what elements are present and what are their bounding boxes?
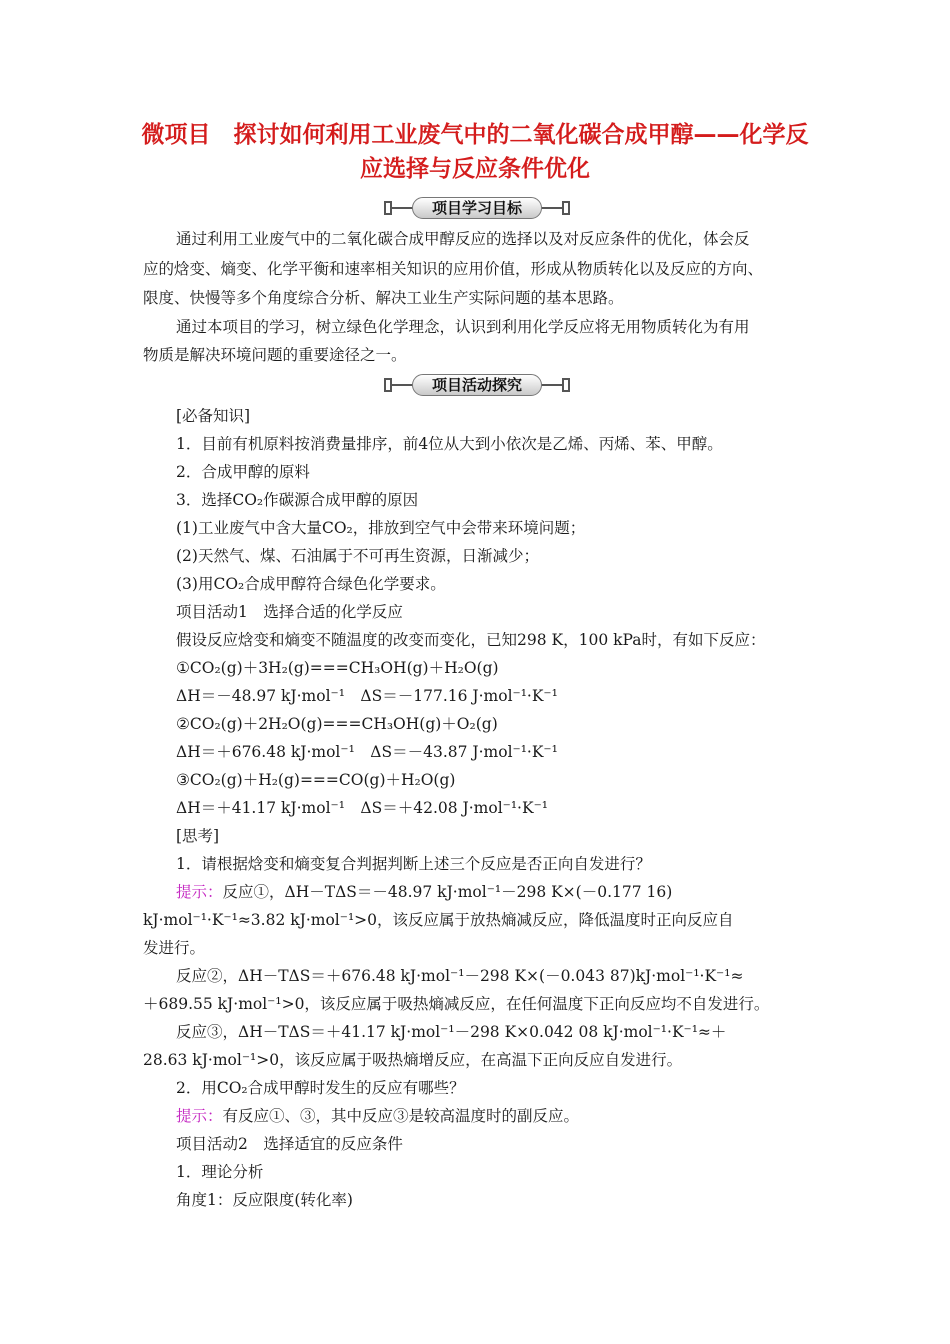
hint-answer-text: 反应①，ΔH－TΔS＝－48.97 kJ·mol⁻¹－298 K×(－0.177 16) bbox=[222, 883, 673, 901]
think-header: [思考] bbox=[176, 827, 220, 845]
hint-answer-2-line: 反应②，ΔH－TΔS＝＋676.48 kJ·mol⁻¹－298 K×(－0.043 87)kJ·mol⁻¹·K⁻¹≈ bbox=[176, 967, 744, 985]
activity-2-angle: 角度1：反应限度(转化率) bbox=[176, 1191, 353, 1209]
reaction-3-data: ΔH＝＋41.17 kJ·mol⁻¹ ΔS＝＋42.08 J·mol⁻¹·K⁻¹ bbox=[176, 799, 548, 817]
activity-1-intro: 假设反应焓变和熵变不随温度的改变而变化，已知298 K，100 kPa时，有如下反应： bbox=[176, 631, 766, 649]
hint-answer-3-line: 反应③，ΔH－TΔS＝＋41.17 kJ·mol⁻¹－298 K×0.042 08 kJ·mol⁻¹·K⁻¹≈＋ bbox=[176, 1023, 727, 1041]
hint-answer-1-line: 发进行。 bbox=[143, 939, 206, 957]
activity-2-title: 项目活动2 选择适宜的反应条件 bbox=[176, 1135, 403, 1153]
document-title-line-1: 微项目 探讨如何利用工业废气中的二氧化碳合成甲醇——化学反 bbox=[141, 122, 809, 148]
knowledge-reason: (1)工业废气中含大量CO₂，排放到空气中会带来环境问题； bbox=[176, 519, 586, 537]
reaction-3-equation: ③CO₂(g)＋H₂(g)===CO(g)＋H₂O(g) bbox=[176, 771, 456, 789]
hint-answer-q2-line bbox=[176, 1106, 856, 1126]
section-banner-activities bbox=[384, 374, 570, 396]
think-question-1: 1．请根据焓变和熵变复合判据判断上述三个反应是否正向自发进行？ bbox=[176, 855, 651, 873]
goals-paragraph-line: 物质是解决环境问题的重要途径之一。 bbox=[143, 346, 407, 364]
knowledge-item: 2．合成甲醇的原料 bbox=[176, 463, 310, 481]
hint-label: 提示： bbox=[176, 1107, 223, 1125]
section-banner-activities-label: 项目活动探究 bbox=[412, 374, 542, 396]
reaction-1-data: ΔH＝－48.97 kJ·mol⁻¹ ΔS＝－177.16 J·mol⁻¹·K⁻¹ bbox=[176, 687, 558, 705]
document-title-line-2: 应选择与反应条件优化 bbox=[360, 156, 590, 182]
reaction-2-equation: ②CO₂(g)＋2H₂O(g)===CH₃OH(g)＋O₂(g) bbox=[176, 715, 498, 733]
section-banner-goals bbox=[384, 197, 570, 219]
knowledge-reason: (2)天然气、煤、石油属于不可再生资源，日渐减少； bbox=[176, 547, 539, 565]
knowledge-item: 1．目前有机原料按消费量排序，前4位从大到小依次是乙烯、丙烯、苯、甲醇。 bbox=[176, 435, 723, 453]
goals-paragraph-line: 应的焓变、熵变、化学平衡和速率相关知识的应用价值，形成从物质转化以及反应的方向、 bbox=[143, 260, 764, 278]
goals-paragraph-line: 限度、快慢等多个角度综合分析、解决工业生产实际问题的基本思路。 bbox=[143, 289, 624, 307]
hint-label: 提示： bbox=[176, 883, 223, 901]
activity-2-item: 1．理论分析 bbox=[176, 1163, 264, 1181]
goals-paragraph-line: 通过本项目的学习，树立绿色化学理念，认识到利用化学反应将无用物质转化为有用 bbox=[176, 318, 750, 336]
hint-answer-1-line: kJ·mol⁻¹·K⁻¹≈3.82 kJ·mol⁻¹>0，该反应属于放热熵减反应，降低温度时正向反应自 bbox=[143, 911, 734, 929]
hint-answer-2-line: ＋689.55 kJ·mol⁻¹>0，该反应属于吸热熵减反应，在任何温度下正向反应均不自发进行。 bbox=[143, 995, 770, 1013]
knowledge-header: [必备知识] bbox=[176, 407, 251, 425]
section-banner-goals-label: 项目学习目标 bbox=[412, 197, 542, 219]
knowledge-reason: (3)用CO₂合成甲醇符合绿色化学要求。 bbox=[176, 575, 446, 593]
knowledge-item: 3．选择CO₂作碳源合成甲醇的原因 bbox=[176, 491, 419, 509]
reaction-2-data: ΔH＝＋676.48 kJ·mol⁻¹ ΔS＝－43.87 J·mol⁻¹·K⁻¹ bbox=[176, 743, 558, 761]
activity-1-title: 项目活动1 选择合适的化学反应 bbox=[176, 603, 403, 621]
hint-answer-text: 有反应①、③，其中反应③是较高温度时的副反应。 bbox=[222, 1107, 580, 1125]
think-question-2: 2．用CO₂合成甲醇时发生的反应有哪些？ bbox=[176, 1079, 465, 1097]
goals-paragraph-line: 通过利用工业废气中的二氧化碳合成甲醇反应的选择以及对反应条件的优化，体会反 bbox=[176, 230, 750, 248]
hint-answer-3-line: 28.63 kJ·mol⁻¹>0，该反应属于吸热熵增反应，在高温下正向反应自发进行。 bbox=[143, 1051, 683, 1069]
reaction-1-equation: ①CO₂(g)＋3H₂(g)===CH₃OH(g)＋H₂O(g) bbox=[176, 659, 499, 677]
hint-answer-1-line bbox=[176, 882, 856, 902]
